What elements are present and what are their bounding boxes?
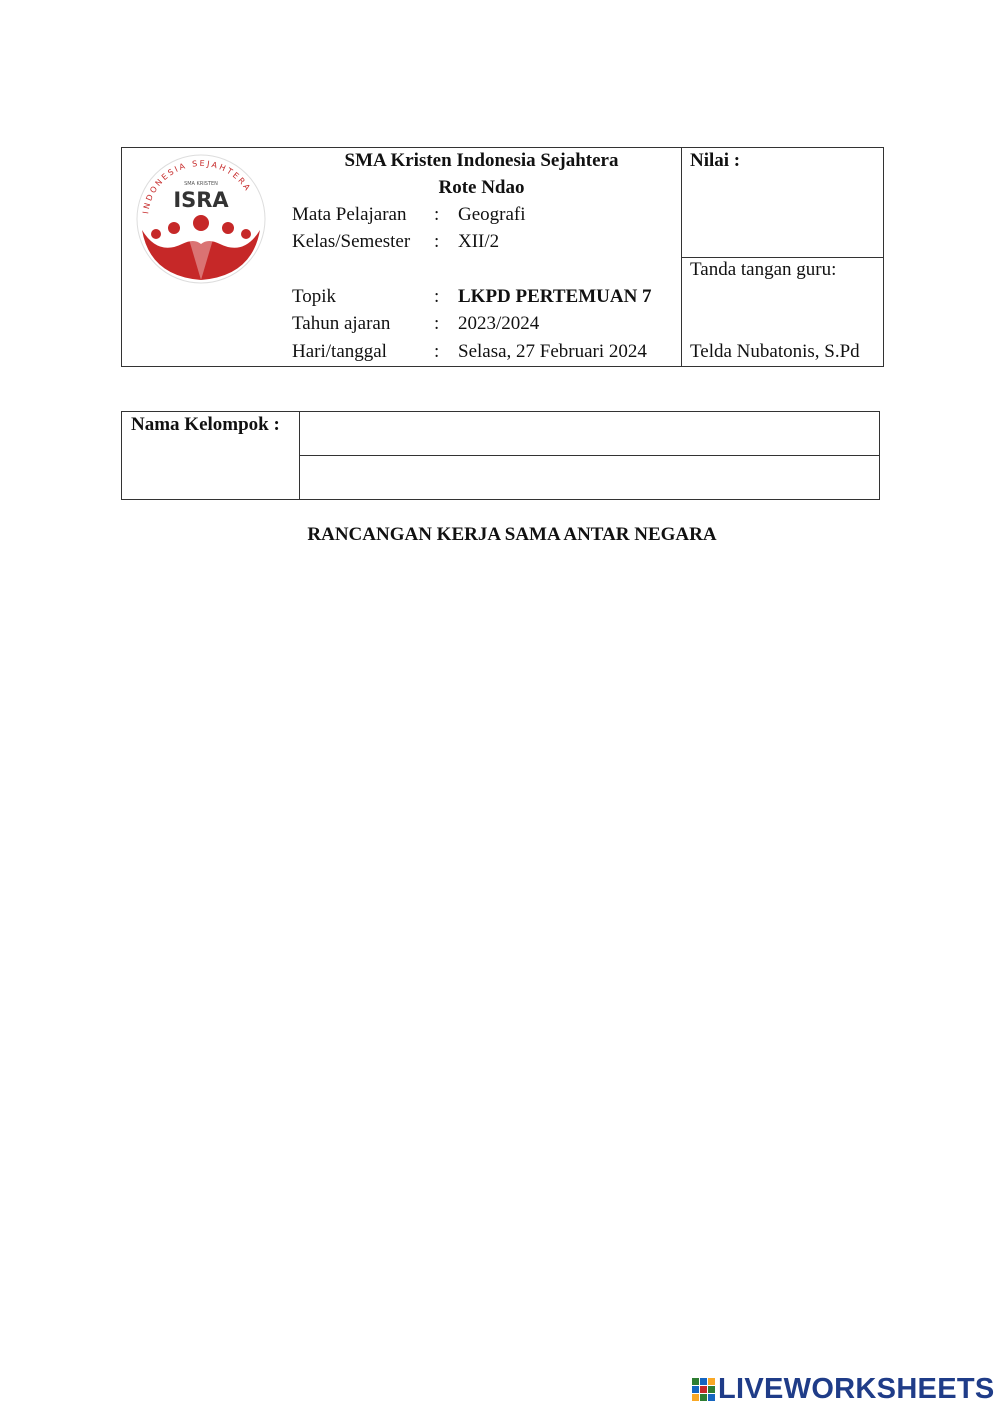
document-title: RANCANGAN KERJA SAMA ANTAR NEGARA	[307, 524, 717, 545]
field-label: Topik	[292, 286, 337, 307]
school-name: SMA Kristen Indonesia Sejahtera	[344, 150, 619, 171]
cell-divider	[682, 257, 884, 258]
field-colon: :	[434, 231, 440, 252]
group-name-label: Nama Kelompok :	[122, 412, 300, 499]
grade-signature-cell	[681, 148, 883, 366]
field-label: Hari/tanggal	[292, 341, 387, 362]
field-colon: :	[434, 313, 440, 334]
svg-text:SMA KRISTEN: SMA KRISTEN	[184, 181, 218, 187]
group-name-table	[121, 411, 880, 500]
field-colon: :	[434, 286, 440, 307]
svg-text:ISRA: ISRA	[173, 188, 229, 212]
grade-label: Nilai :	[690, 150, 741, 171]
signature-label: Tanda tangan guru:	[690, 259, 837, 280]
field-colon: :	[434, 341, 440, 362]
field-value: 2023/2024	[458, 313, 540, 334]
group-name-input-2[interactable]	[300, 456, 879, 499]
school-logo	[134, 152, 268, 286]
field-label: Mata Pelajaran	[292, 204, 407, 225]
school-place: Rote Ndao	[438, 177, 525, 198]
field-label: Kelas/Semester	[292, 231, 411, 252]
field-value: XII/2	[458, 231, 500, 252]
group-name-input-1[interactable]	[300, 412, 879, 456]
field-value: LKPD PERTEMUAN 7	[458, 286, 652, 307]
svg-text:INDONESIA SEJAHTERA: INDONESIA SEJAHTERA	[141, 158, 253, 215]
field-colon: :	[434, 204, 440, 225]
liveworksheets-logo-icon	[692, 1378, 716, 1402]
liveworksheets-text: LIVEWORKSHEETS	[718, 1373, 995, 1405]
logo-cell	[122, 148, 282, 366]
info-cell	[282, 148, 681, 366]
field-value: Selasa, 27 Februari 2024	[458, 341, 647, 362]
field-label: Tahun ajaran	[292, 313, 391, 334]
header-table	[121, 147, 884, 367]
teacher-name: Telda Nubatonis, S.Pd	[690, 341, 860, 362]
field-value: Geografi	[458, 204, 526, 225]
